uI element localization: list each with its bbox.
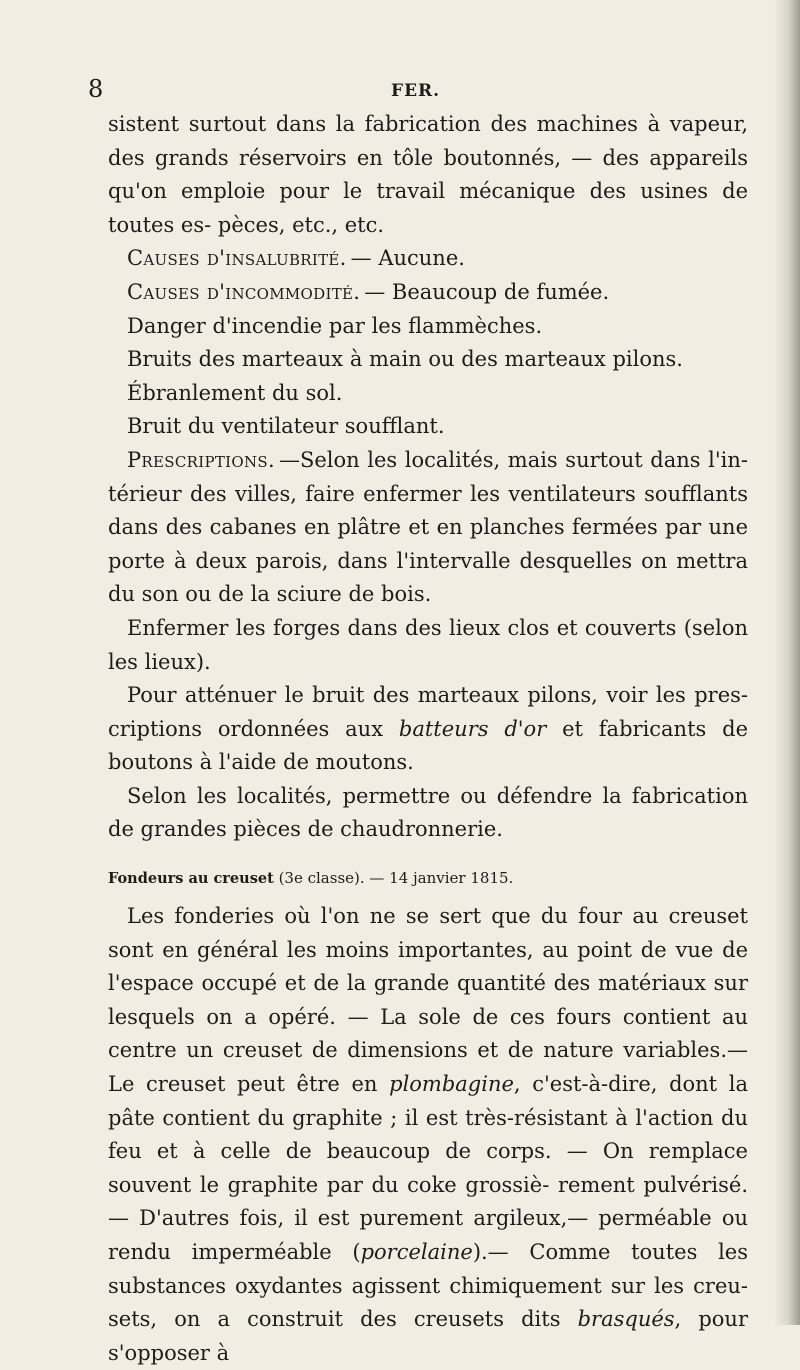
- paragraph-danger-incendie: Danger d'incendie par les flammèches.: [127, 313, 543, 338]
- section-heading: [108, 867, 748, 890]
- text-attenuer-before: Pour atténuer le bruit des marteaux pilons, voir les pres- criptions ordonnées aux: [108, 683, 748, 741]
- text-fondeurs-2: , c'est-à-dire, dont la pâte contient du graphite ; il est très-résistant à l'action du feu et à celle de beaucoup de corps. — On remplace souvent le graphite par du coke grossiè- rement pulvérisé. — D'autres fois, il est purement argileux,— perméable ou rendu imperméable (: [108, 1072, 748, 1264]
- paragraph-bruit-ventilateur: Bruit du ventilateur soufflant.: [127, 414, 445, 439]
- label-causes-incommodite: Causes d'incommodité.: [127, 279, 361, 304]
- section-meta: (3e classe). — 14 janvier 1815.: [278, 869, 514, 888]
- label-prescriptions: Prescriptions.: [127, 447, 275, 472]
- page-edge-shadow: [774, 0, 800, 1325]
- paragraph-incommodite: [108, 276, 748, 310]
- text-attenuer-after: et fabricants de boutons à l'aide de moutons.: [108, 716, 749, 775]
- paragraph-chaudronnerie: Selon les localités, permettre ou défendre la fabrication de grandes pièces de chaudronnerie.: [108, 783, 748, 842]
- text-causes-insalubrite: — Aucune.: [350, 246, 465, 271]
- paragraph-insalubrite: [108, 242, 748, 276]
- paragraph-enfermer-forges: Enfermer les forges dans des lieux clos et couverts (selon les lieux).: [108, 615, 748, 674]
- paragraph-ebranlement: Ébranlement du sol.: [127, 380, 343, 405]
- paragraph-continuation: sistent surtout dans la fabrication des machines à vapeur, des grands réservoirs en tôle boutonnés, — des appareils qu'on emploie pour le travail mécanique des usines de toutes es- pèces, etc., etc.: [108, 112, 748, 237]
- paragraph-prescriptions: [108, 444, 748, 612]
- paragraph-bruits-marteaux: Bruits des marteaux à main ou des marteaux pilons.: [127, 347, 683, 372]
- text-fondeurs-1: Les fonderies où l'on ne se sert que du four au creuset sont en général les moins importantes, au point de vue de l'espace occupé et de la grande quantité des matériaux sur lesquels on a opéré. — La sole de ces fours contient au centre un creuset de dimensions et de nature variables.—Le creuset peut être en: [108, 904, 748, 1097]
- text-plombagine: plombagine: [389, 1072, 514, 1097]
- section-title: Fondeurs au creuset: [108, 870, 274, 888]
- body-text: [108, 108, 748, 1370]
- text-batteurs-dor: batteurs d'or: [398, 716, 547, 741]
- paragraph-attenuer-bruit: [108, 679, 748, 780]
- running-head: FER.: [391, 81, 441, 101]
- page-number: 8: [88, 75, 104, 103]
- text-porcelaine: porcelaine: [360, 1240, 473, 1264]
- label-causes-insalubrite: Causes d'insalubrité.: [127, 246, 347, 271]
- text-causes-incommodite: — Beaucoup de fumée.: [364, 279, 610, 304]
- page-header: [88, 74, 728, 104]
- text-prescriptions: —Selon les localités, mais surtout dans l'in- térieur des villes, faire enfermer les ventilateurs soufflants dans des cabanes en plâtre et en planches fermées par une porte à deux parois, dans l'intervalle desquelles on mettra du son ou de la sciure de bois.: [108, 447, 748, 607]
- text-fondeurs-4: , pour s'opposer à: [108, 1307, 748, 1365]
- paragraph-fondeurs: [108, 900, 748, 1370]
- text-fondeurs-3: ).— Comme toutes les substances oxydantes agissent chimiquement sur les creu- sets, on a construit des creusets dits: [108, 1240, 748, 1332]
- text-brasques: brasqués: [577, 1307, 675, 1332]
